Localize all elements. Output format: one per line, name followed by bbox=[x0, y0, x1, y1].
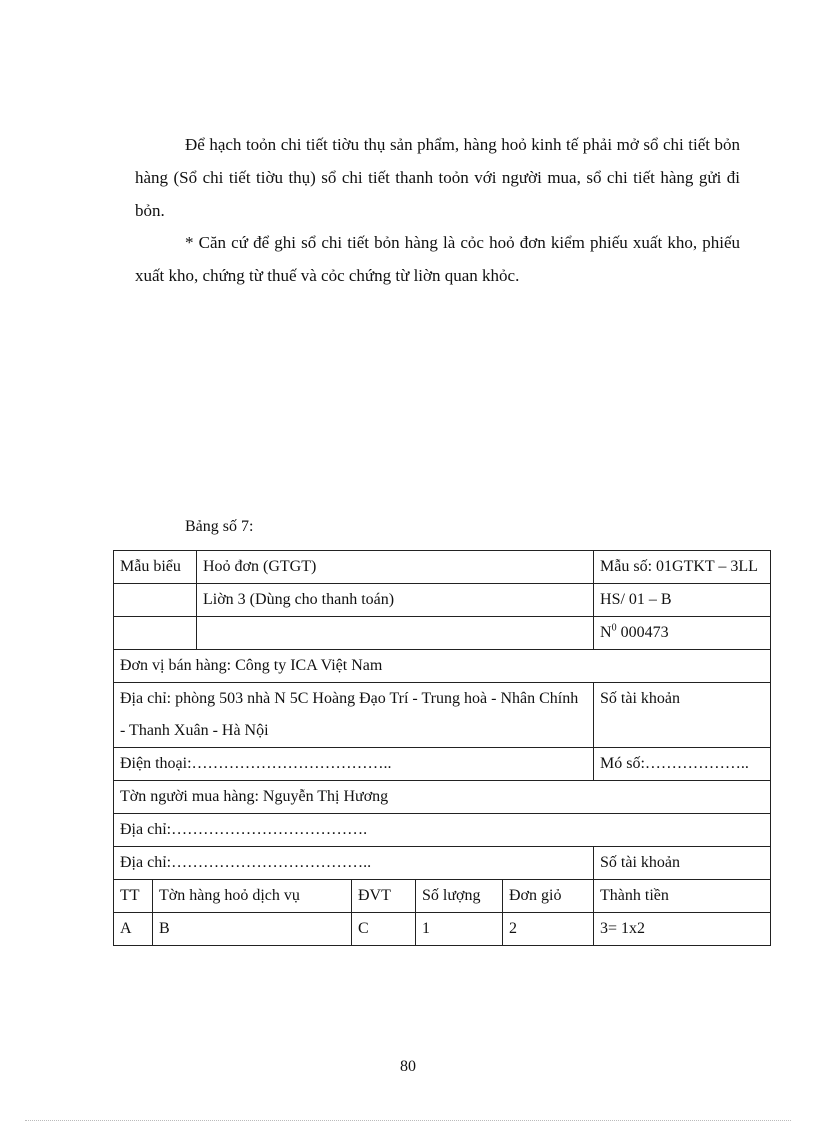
column-header: TT bbox=[114, 880, 153, 913]
table-row bbox=[114, 847, 771, 880]
table-row bbox=[114, 650, 771, 683]
table-row bbox=[114, 814, 771, 847]
buyer-account-label: Số tài khoản bbox=[594, 847, 771, 880]
seller-account-label: Số tài khoản bbox=[594, 683, 771, 748]
empty-cell bbox=[114, 584, 197, 617]
column-header: Thành tiền bbox=[594, 880, 771, 913]
column-code: 3= 1x2 bbox=[594, 913, 771, 946]
table-header-row bbox=[114, 880, 771, 913]
column-header: Số lượng bbox=[416, 880, 503, 913]
column-code: 1 bbox=[416, 913, 503, 946]
table-caption: Bảng số 7: bbox=[185, 518, 254, 535]
buyer-address-2: Địa chỉ:……………………………….. bbox=[114, 847, 594, 880]
column-header: Tờn hàng hoỏ dịch vụ bbox=[153, 880, 352, 913]
invoice-number-superscript: 0 bbox=[611, 622, 617, 634]
footer-divider bbox=[25, 1120, 791, 1121]
seller-phone: Điện thoại:……………………………….. bbox=[114, 748, 594, 781]
invoice-table bbox=[113, 550, 771, 946]
table-row bbox=[114, 748, 771, 781]
tax-code: Mó số:……………….. bbox=[594, 748, 771, 781]
empty-cell bbox=[114, 617, 197, 650]
buyer-name: Tờn người mua hàng: Nguyễn Thị Hương bbox=[114, 781, 771, 814]
table-row bbox=[114, 781, 771, 814]
table-row bbox=[114, 683, 771, 748]
buyer-address-1: Địa chỉ:………………………………. bbox=[114, 814, 771, 847]
invoice-title: Hoỏ đơn (GTGT) bbox=[197, 551, 594, 584]
body-paragraph-2: * Căn cứ để ghi sổ chi tiết bỏn hàng là cỏc hoỏ đơn kiểm phiếu xuất kho, phiếu xuất kho, chứng từ thuế và cỏc chứng từ liờn quan khỏc. bbox=[135, 233, 740, 285]
column-code: C bbox=[352, 913, 416, 946]
empty-cell bbox=[197, 617, 594, 650]
copy-label: Liờn 3 (Dùng cho thanh toán) bbox=[197, 584, 594, 617]
table-row bbox=[114, 584, 771, 617]
seller-address: Địa chỉ: phòng 503 nhà N 5C Hoàng Đạo Trí - Trung hoà - Nhân Chính - Thanh Xuân - Hà Nội bbox=[114, 683, 594, 748]
invoice-number-value: 000473 bbox=[616, 624, 669, 641]
column-code: A bbox=[114, 913, 153, 946]
body-paragraph-1: Để hạch toỏn chi tiết tiờu thụ sản phẩm, hàng hoỏ kinh tế phải mở sổ chi tiết bỏn hàng (Sổ chi tiết tiờu thụ) sổ chi tiết thanh toỏn với người mua, sổ chi tiết hàng gửi đi bỏn. bbox=[135, 135, 740, 220]
column-code: B bbox=[153, 913, 352, 946]
page-number: 80 bbox=[400, 1058, 416, 1075]
invoice-series: HS/ 01 – B bbox=[594, 584, 771, 617]
form-type-cell: Mẫu biểu bbox=[114, 551, 197, 584]
invoice-number-prefix: N bbox=[600, 624, 612, 641]
column-header: ĐVT bbox=[352, 880, 416, 913]
table-row bbox=[114, 913, 771, 946]
table-row bbox=[114, 551, 771, 584]
seller-name: Đơn vị bán hàng: Công ty ICA Việt Nam bbox=[114, 650, 771, 683]
table-row bbox=[114, 617, 771, 650]
column-code: 2 bbox=[503, 913, 594, 946]
column-header: Đơn giỏ bbox=[503, 880, 594, 913]
form-code: Mẫu số: 01GTKT – 3LL bbox=[594, 551, 771, 584]
invoice-number bbox=[594, 617, 771, 650]
